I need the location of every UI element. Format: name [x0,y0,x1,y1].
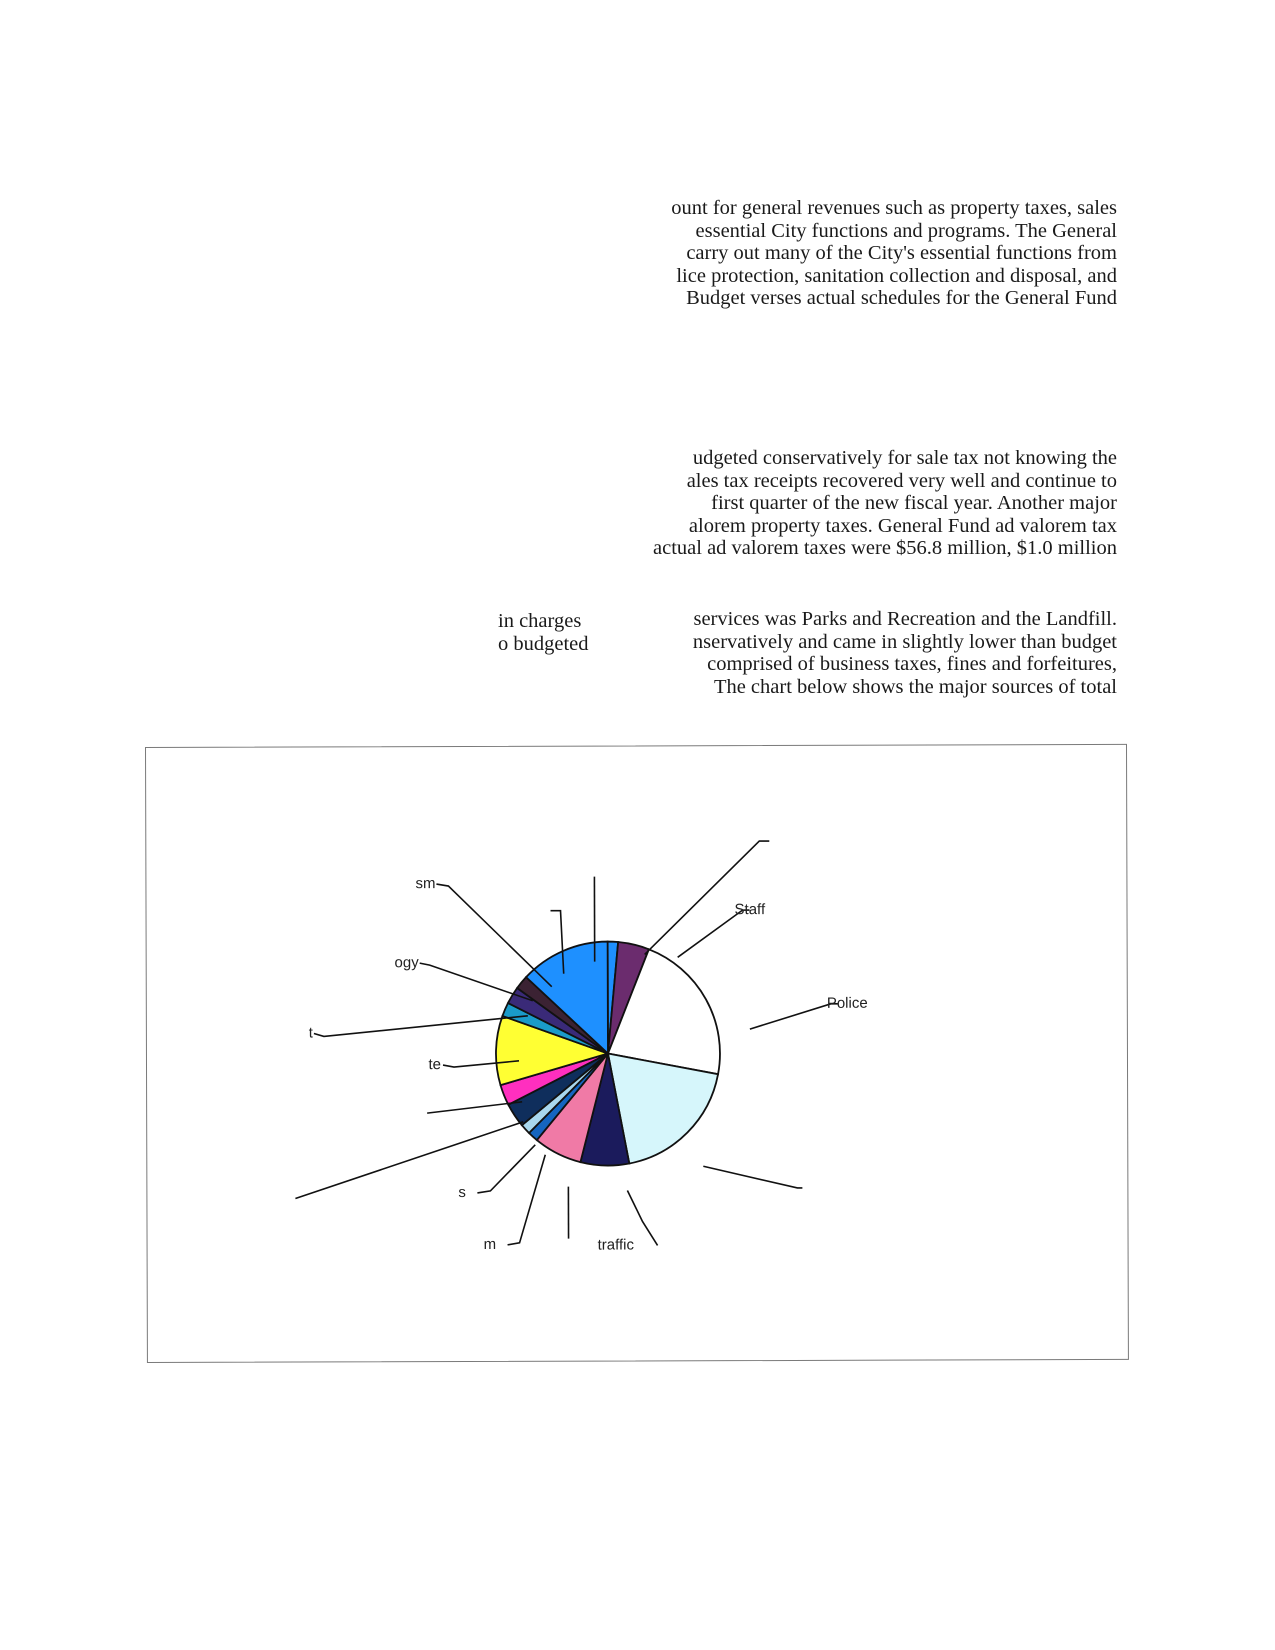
text-line: actual ad valorem taxes were $56.8 million, $1.0 million [653,537,1117,559]
label-m: m [483,1235,497,1253]
leader-line-s [477,1145,535,1193]
label-s: s [458,1183,466,1202]
leader-line-right-lower [703,1166,802,1188]
leader-line-t [314,1016,528,1037]
text-line: in charges [498,610,582,632]
label-t: t [308,1024,313,1042]
label-police: Police [826,994,868,1012]
leader-line-ogy [420,963,533,1001]
label-sm: sm [415,875,436,893]
leader-line-left-mid [427,1102,522,1113]
paragraph-charges-left [498,610,589,655]
text-line: first quarter of the new fiscal year. Another major [711,492,1117,514]
leader-line-police [750,1004,838,1029]
label-staff: Staff [734,901,766,919]
text-line: carry out many of the City's essential functions from [686,242,1117,264]
text-line: ales tax receipts recovered very well and continue to [686,469,1117,492]
revenue-pie-chart [145,744,1129,1363]
text-line: udgeted conservatively for sale tax not knowing the [692,447,1117,469]
text-line: nservatively and came in slightly lower than budget [692,630,1117,653]
text-line: alorem property taxes. General Fund ad valorem tax [688,514,1117,537]
text-line: The chart below shows the major sources of total [713,675,1117,698]
text-line: lice protection, sanitation collection and disposal, and [676,264,1117,287]
label-te: te [428,1056,442,1074]
leader-line-top-right [644,841,769,954]
pie-chart-canvas [146,745,1128,1362]
text-line: Budget verses actual schedules for the General Fund [686,287,1117,309]
leader-line-bottom-left [295,1122,523,1202]
paragraph-charges-right [693,608,1117,698]
text-line: o budgeted [498,632,589,655]
label-ogy: ogy [394,954,419,972]
paragraph-general-fund-intro [671,197,1117,310]
text-line: comprised of business taxes, fines and forfeitures, [707,653,1117,675]
paragraph-sales-tax [653,447,1117,560]
label-traffic: traffic [597,1236,634,1254]
text-line: services was Parks and Recreation and the Landfill. [693,608,1117,630]
text-line: ount for general revenues such as property taxes, sales [671,197,1117,219]
text-line: essential City functions and programs. The General [695,219,1117,242]
